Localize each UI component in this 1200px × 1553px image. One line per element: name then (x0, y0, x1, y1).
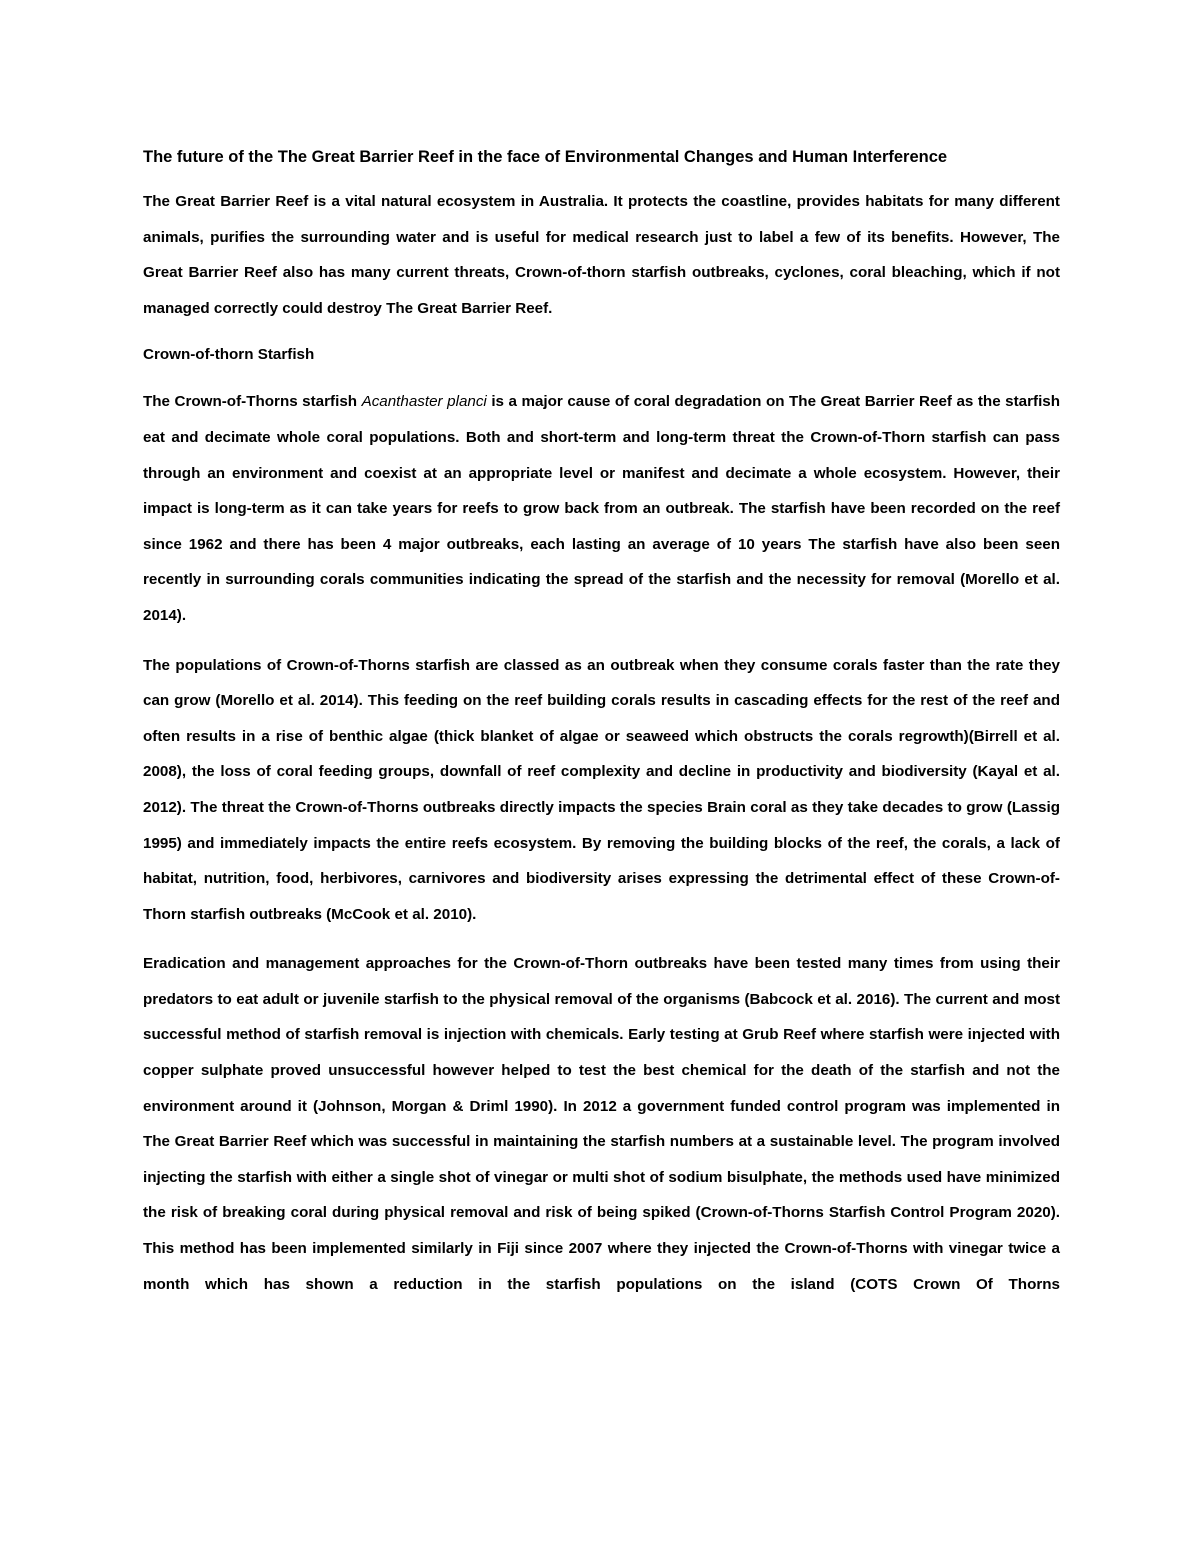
intro-paragraph: The Great Barrier Reef is a vital natural ecosystem in Australia. It protects the coastline, provides habitats for many different animals, purifies the surrounding water and is useful for medical research just to label a few of its benefits. However, The Great Barrier Reef also has many current threats, Crown-of-thorn starfish outbreaks, cyclones, coral bleaching, which if not managed correctly could destroy The Great Barrier Reef. (143, 193, 1060, 317)
document-title: The future of the The Great Barrier Reef in the face of Environmental Changes and Human Interference (143, 148, 948, 166)
section-heading: Crown-of-thorn Starfish (143, 346, 315, 364)
paragraph-eradication: Eradication and management approaches for the Crown-of-Thorn outbreaks have been tested many times from using their predators to eat adult or juvenile starfish to the physical removal of the organisms (Babcock et al. 2016). The current and most successful method of starfish removal is injection with chemicals. Early testing at Grub Reef where starfish were injected with copper sulphate proved unsuccessful however helped to test the best chemical for the death of the starfish and not the environment around it (Johnson, Morgan & Driml 1990). In 2012 a government funded control program was implemented in The Great Barrier Reef which was successful in maintaining the starfish numbers at a sustainable level. The program involved injecting the starfish with either a single shot of vinegar or multi shot of sodium bisulphate, the methods used have minimized the risk of breaking coral during physical removal and risk of being spiked (Crown-of-Thorns Starfish Control Program 2020). This method has been implemented similarly in Fiji since 2007 where they injected the Crown-of-Thorns with vinegar twice a month which has shown a reduction in the starfish populations on the island (COTS Crown Of Thorns (143, 955, 1060, 1293)
paragraph-crown-of-thorns-intro (143, 384, 1060, 633)
paragraph-text-end: is a major cause of coral degradation on The Great Barrier Reef as the starfish eat and decimate whole coral populations. Both and short-term and long-term threat the Crown-of-Thorn starfish can pass through an environment and coexist at an appropriate level or manifest and decimate a whole ecosystem. However, their impact is long-term as it can take years for reefs to grow back from an outbreak. The starfish have been recorded on the reef since 1962 and there has been 4 major outbreaks, each lasting an average of 10 years The starfish have also been seen recently in surrounding corals communities indicating the spread of the starfish and the necessity for removal (Morello et al. 2014). (143, 393, 1061, 624)
species-name: Acanthaster planci (361, 393, 487, 411)
paragraph-outbreak-effects: The populations of Crown-of-Thorns starfish are classed as an outbreak when they consume corals faster than the rate they can grow (Morello et al. 2014). This feeding on the reef building corals results in cascading effects for the rest of the reef and often results in a rise of benthic algae (thick blanket of algae or seaweed which obstructs the corals regrowth)(Birrell et al. 2008), the loss of coral feeding groups, downfall of reef complexity and decline in productivity and biodiversity (Kayal et al. 2012). The threat the Crown-of-Thorns outbreaks directly impacts the species Brain coral as they take decades to grow (Lassig 1995) and immediately impacts the entire reefs ecosystem. By removing the building blocks of the reef, the corals, a lack of habitat, nutrition, food, herbivores, carnivores and biodiversity arises expressing the detrimental effect of these Crown-of-Thorn starfish outbreaks (McCook et al. 2010). (143, 656, 1060, 923)
paragraph-text-start: The Crown-of-Thorns starfish (143, 393, 362, 411)
